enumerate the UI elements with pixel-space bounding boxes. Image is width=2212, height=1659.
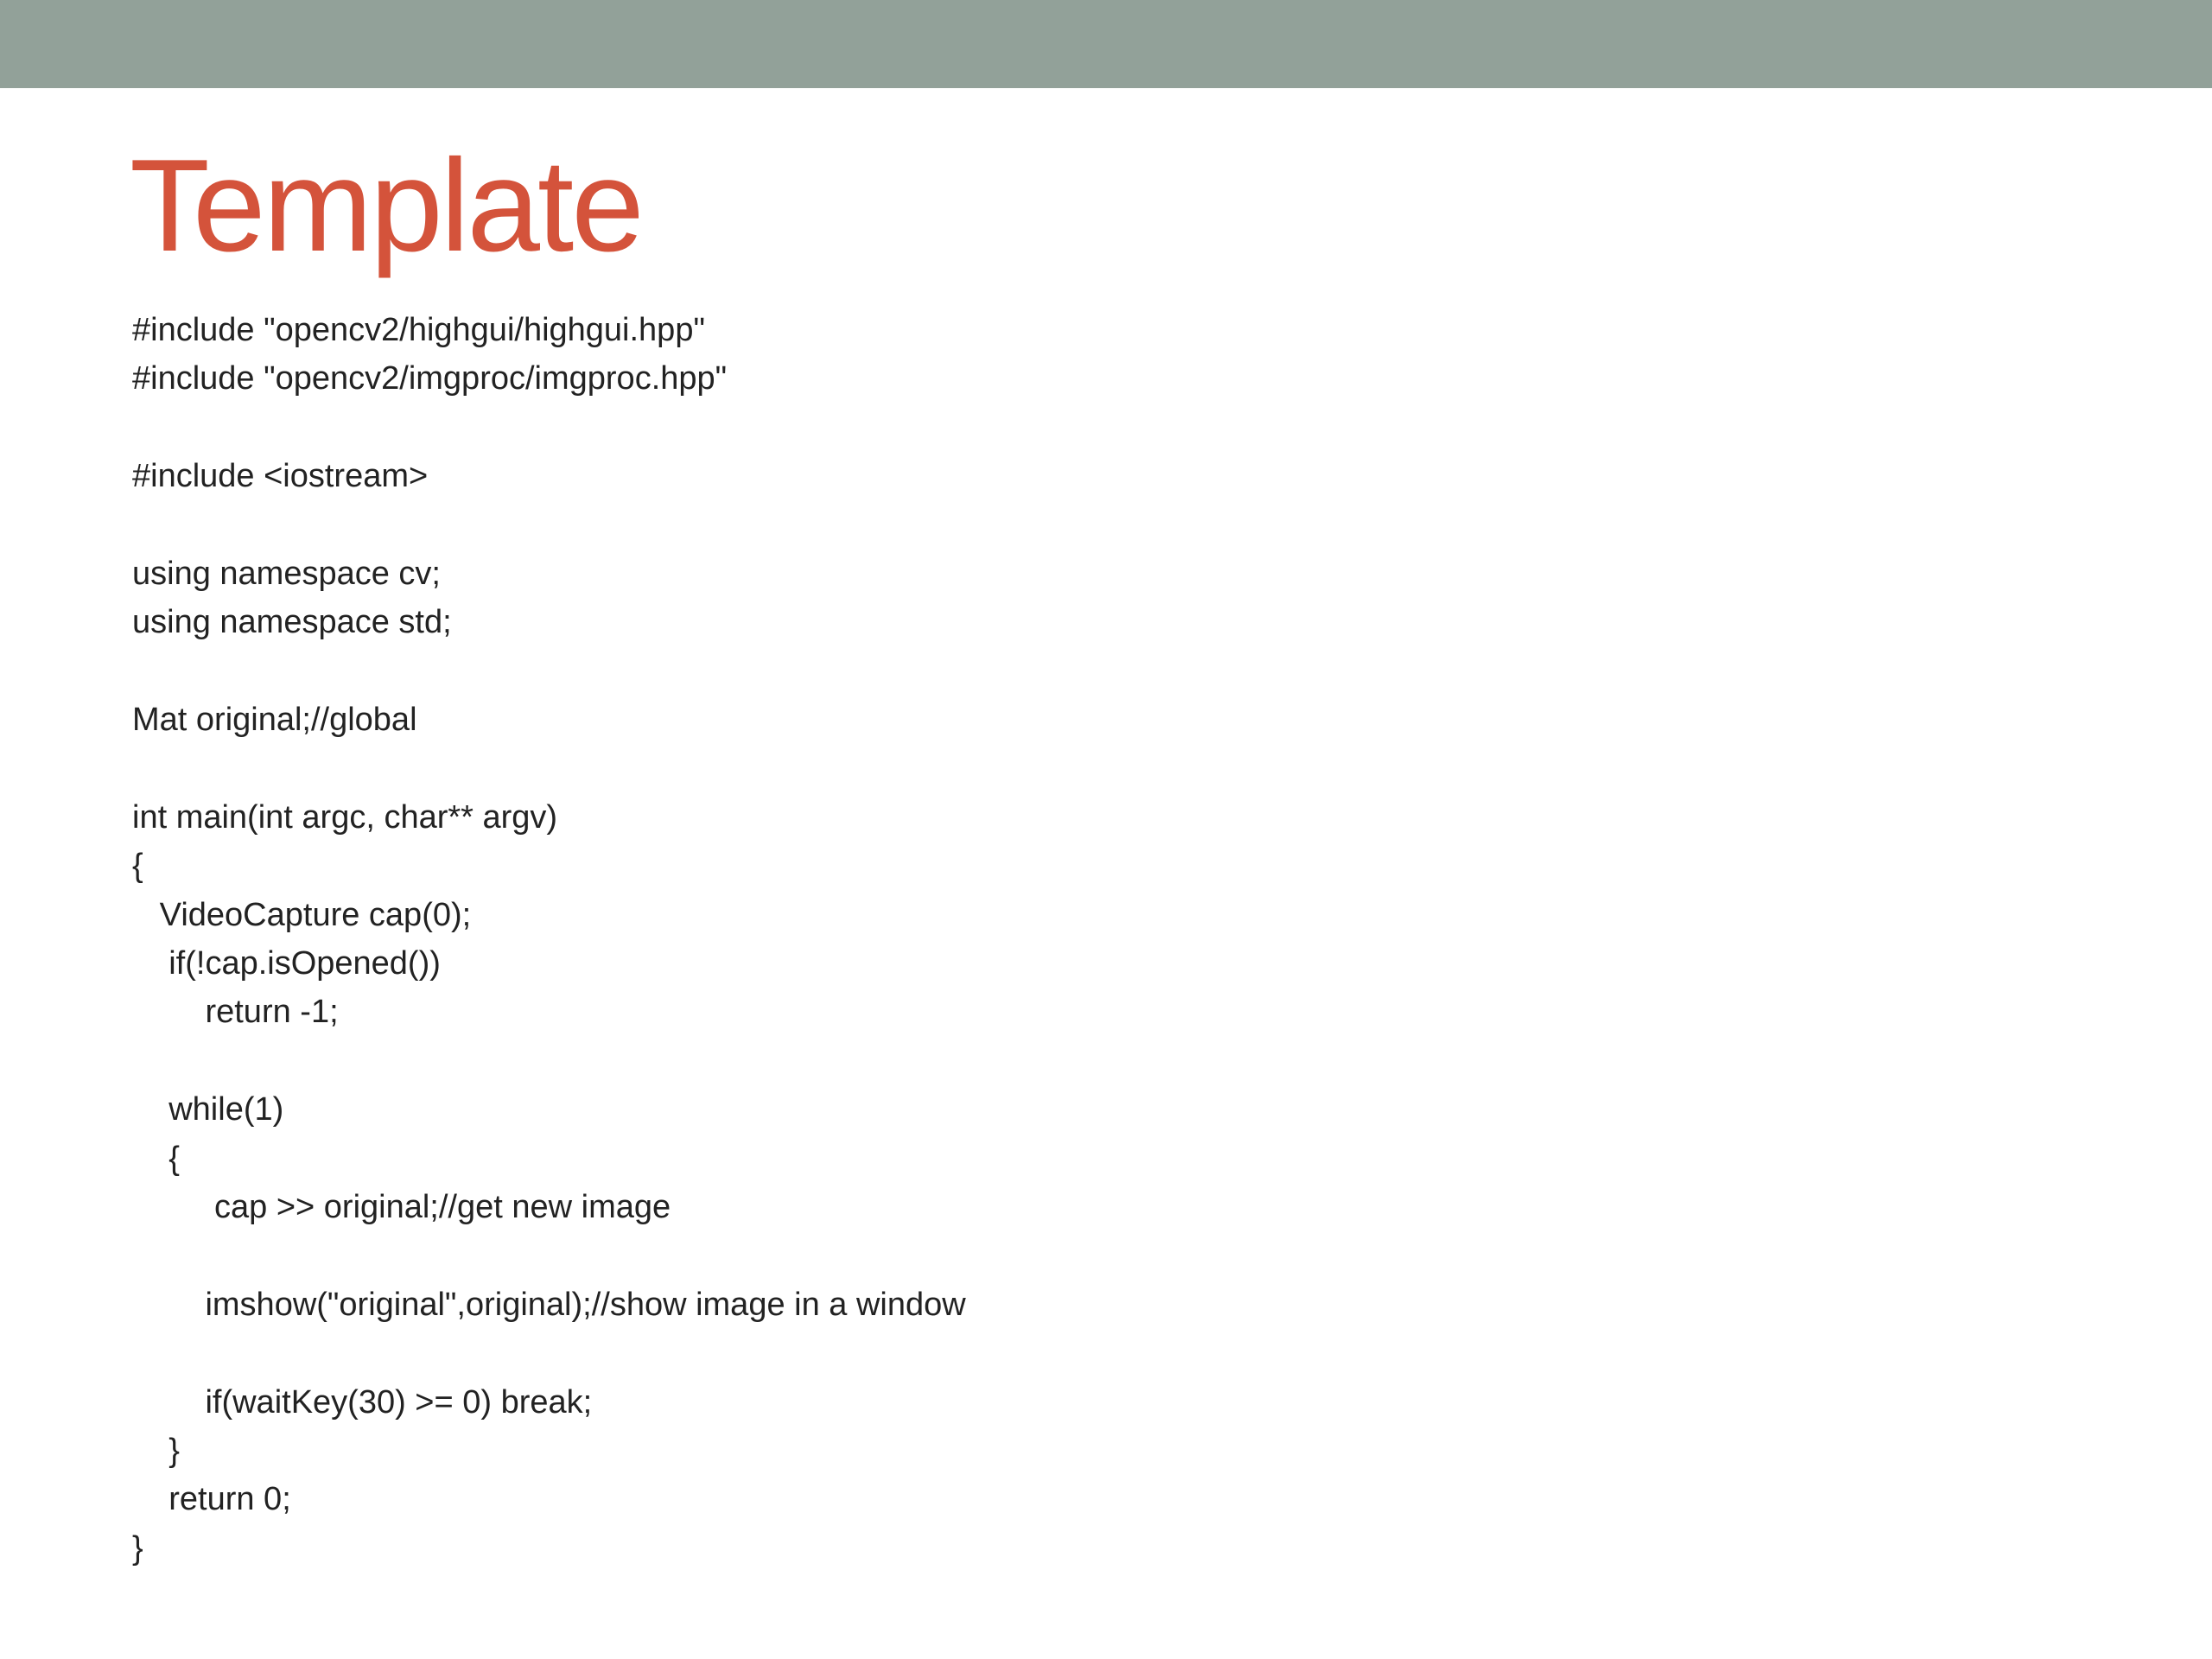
code-block	[132, 306, 2076, 1573]
code-line: if(!cap.isOpened())	[132, 945, 441, 982]
code-line: #include "opencv2/imgproc/imgproc.hpp"	[132, 360, 728, 397]
header-band	[0, 0, 2212, 88]
code-blank-line	[132, 745, 2076, 793]
code-line: while(1)	[132, 1091, 284, 1128]
code-line: Mat original;//global	[132, 702, 417, 739]
code-blank-line	[132, 1037, 2076, 1085]
slide-title: Template	[130, 132, 642, 279]
code-line: return 0;	[132, 1481, 291, 1518]
code-line: using namespace cv;	[132, 555, 441, 592]
code-line: if(waitKey(30) >= 0) break;	[132, 1383, 593, 1421]
code-blank-line	[132, 404, 2076, 452]
code-line: #include <iostream>	[132, 458, 429, 495]
code-blank-line	[132, 647, 2076, 696]
code-line: using namespace std;	[132, 604, 452, 641]
code-blank-line	[132, 1231, 2076, 1280]
code-line: }	[132, 1432, 180, 1469]
code-line: {	[132, 1140, 180, 1177]
code-blank-line	[132, 1329, 2076, 1377]
code-blank-line	[132, 501, 2076, 550]
code-line: return -1;	[132, 994, 339, 1031]
code-line: {	[132, 848, 143, 885]
code-line: int main(int argc, char** argv)	[132, 798, 558, 836]
code-line: cap >> original;//get new image	[132, 1189, 671, 1226]
code-line: }	[132, 1529, 143, 1567]
code-line: VideoCapture cap(0);	[132, 896, 472, 933]
code-line: imshow("original",original);//show image in a window	[132, 1286, 966, 1323]
code-line: #include "opencv2/highgui/highgui.hpp"	[132, 312, 705, 348]
